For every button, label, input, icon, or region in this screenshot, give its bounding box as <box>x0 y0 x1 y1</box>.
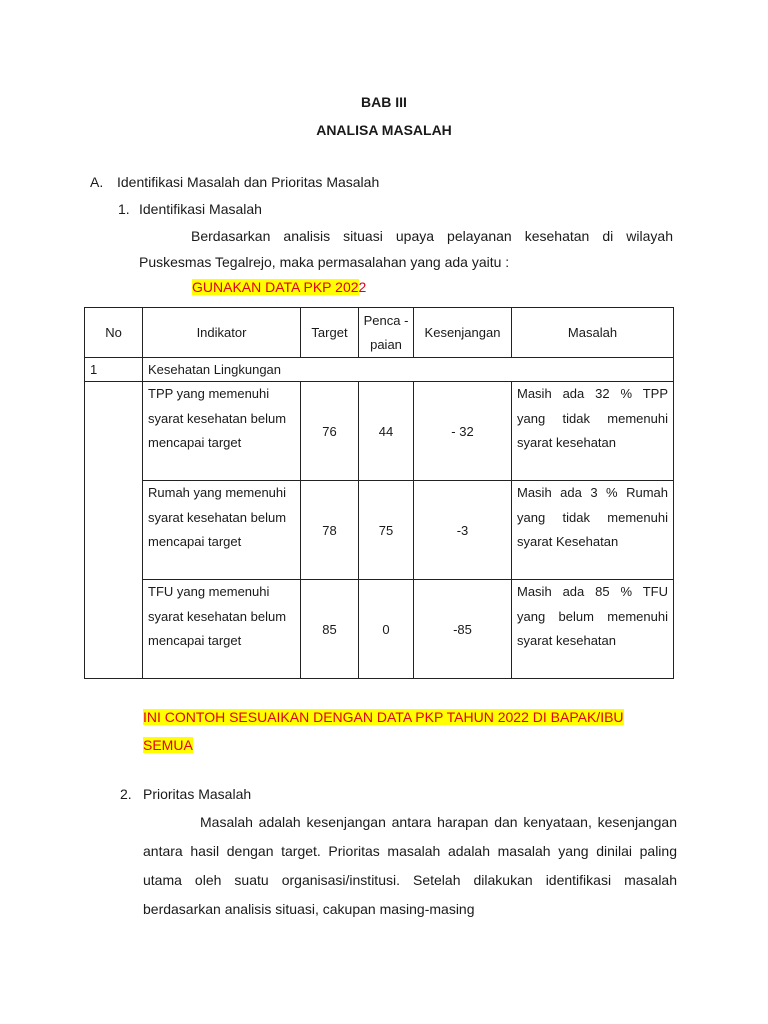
sub1-marker: 1. <box>118 201 130 217</box>
row-target: 85 <box>301 580 359 679</box>
row-target: 76 <box>301 382 359 481</box>
row-pencapaian: 75 <box>359 481 414 580</box>
table-row <box>85 580 674 679</box>
header-masalah: Masalah <box>512 308 674 358</box>
table-row <box>85 481 674 580</box>
sub1-paragraph: Berdasarkan analisis situasi upaya pelayanan kesehatan di wilayah Puskesmas Tegalrejo, maka permasalahan yang ada yaitu : <box>139 228 673 270</box>
section-a-title: Identifikasi Masalah dan Prioritas Masalah <box>117 174 380 190</box>
group-label: Kesehatan Lingkungan <box>143 358 674 382</box>
problem-identification-table <box>84 307 674 679</box>
row-indikator: TPP yang memenuhi syarat kesehatan belum mencapai target <box>143 382 301 481</box>
pkp-data-notice <box>192 279 366 295</box>
example-note <box>143 703 677 759</box>
header-no: No <box>85 308 143 358</box>
header-indikator: Indikator <box>143 308 301 358</box>
note-line-2: SEMUA <box>143 737 193 753</box>
pkp-notice-highlighted: GUNAKAN DATA PKP 202 <box>192 279 359 295</box>
row-masalah: Masih ada 3 % Rumah yang tidak memenuhi syarat Kesehatan <box>512 481 674 580</box>
header-kesenjangan: Kesenjangan <box>414 308 512 358</box>
sub2-marker: 2. <box>120 786 132 802</box>
empty-no-cell <box>85 382 143 679</box>
row-indikator: Rumah yang memenuhi syarat kesehatan belum mencapai target <box>143 481 301 580</box>
row-kesenjangan: - 32 <box>414 382 512 481</box>
table-group-row <box>85 358 674 382</box>
header-pencapaian: Penca -paian <box>359 308 414 358</box>
sub1-title: Identifikasi Masalah <box>139 201 262 217</box>
row-indikator: TFU yang memenuhi syarat kesehatan belum mencapai target <box>143 580 301 679</box>
row-kesenjangan: -85 <box>414 580 512 679</box>
group-no: 1 <box>85 358 143 382</box>
row-pencapaian: 0 <box>359 580 414 679</box>
sub2-title: Prioritas Masalah <box>143 786 252 802</box>
row-kesenjangan: -3 <box>414 481 512 580</box>
table-row <box>85 382 674 481</box>
section-a-marker: A. <box>90 174 104 190</box>
table-header-row <box>85 308 674 358</box>
row-target: 78 <box>301 481 359 580</box>
row-pencapaian: 44 <box>359 382 414 481</box>
header-target: Target <box>301 308 359 358</box>
pkp-notice-tail: 2 <box>358 279 367 295</box>
chapter-title: ANALISA MASALAH <box>316 122 452 138</box>
sub2-paragraph: Masalah adalah kesenjangan antara harapan dan kenyataan, kesenjangan antara hasil dengan target. Prioritas masalah adalah masalah yang dinilai paling utama oleh suatu organisasi/institusi. Setelah dilakukan identifikasi masalah berdasarkan analisis situasi, cakupan masing-masing <box>143 814 677 917</box>
chapter-number: BAB III <box>361 94 407 110</box>
row-masalah: Masih ada 32 % TPP yang tidak memenuhi syarat kesehatan <box>512 382 674 481</box>
note-line-1: INI CONTOH SESUAIKAN DENGAN DATA PKP TAHUN 2022 DI BAPAK/IBU <box>143 709 624 725</box>
row-masalah: Masih ada 85 % TFU yang belum memenuhi syarat kesehatan <box>512 580 674 679</box>
